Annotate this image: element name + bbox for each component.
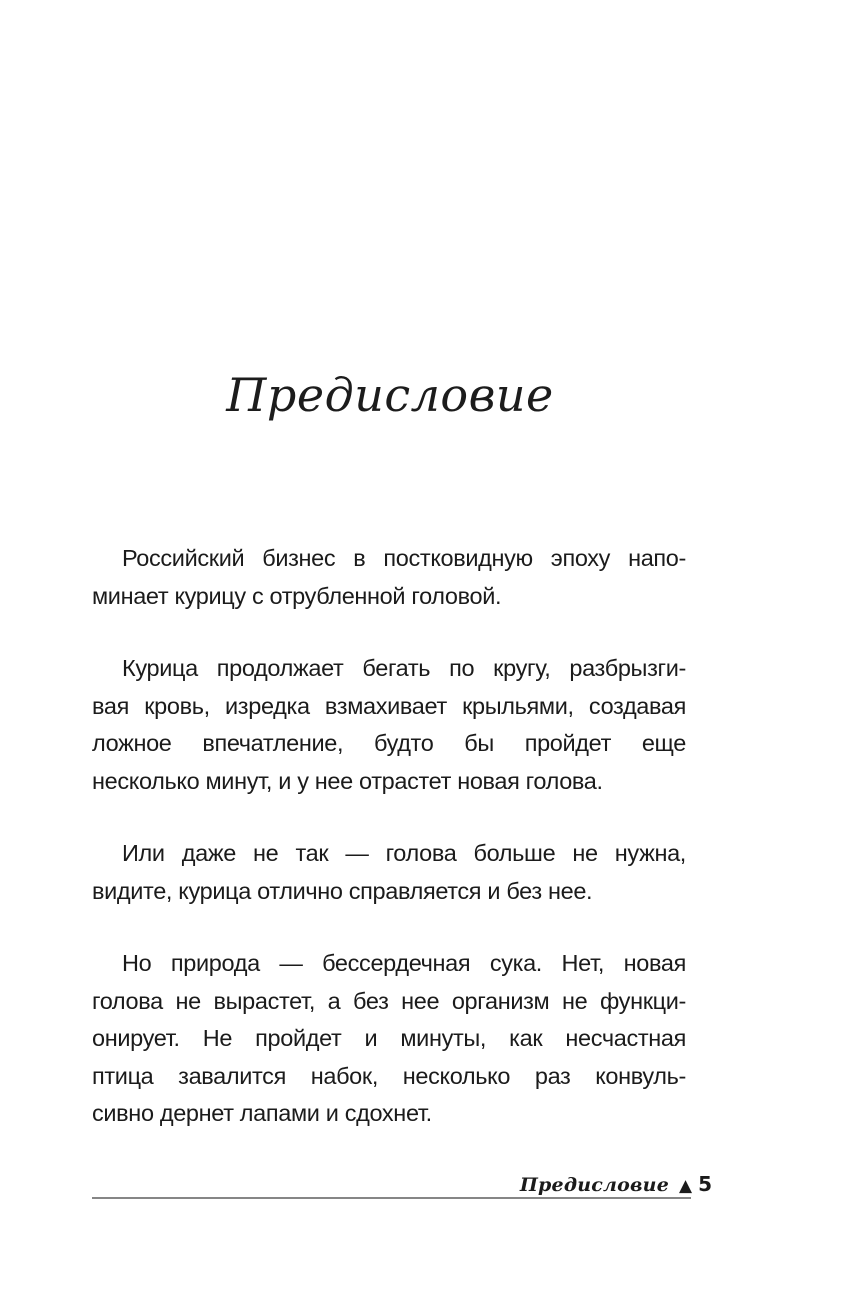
body-line: голова не вырастет, а без нее организм не функци-	[92, 987, 686, 1014]
paragraph	[92, 945, 686, 1133]
triangle-icon: ▲	[679, 1176, 693, 1196]
body-line: сивно дернет лапами и сдохнет.	[92, 1100, 432, 1126]
chapter-title: Предисловие	[226, 368, 554, 422]
body-line: вая кровь, изредка взмахивает крыльями, создавая	[92, 692, 686, 719]
page-number: 5	[698, 1172, 712, 1196]
body-line: Или даже не так — голова больше не нужна,	[122, 840, 686, 866]
body-line: видите, курица отлично справляется и без нее.	[92, 877, 593, 904]
body-line: онирует. Не пройдет и минуты, как несчастная	[92, 1025, 686, 1051]
body-text	[92, 540, 686, 1133]
footer-rule	[92, 1197, 691, 1199]
body-line: Курица продолжает бегать по кругу, разбрызги-	[122, 655, 686, 681]
body-line: Российский бизнес в постковидную эпоху напо-	[122, 545, 686, 571]
footer-running-head	[92, 1172, 712, 1196]
body-line: птица завалится набок, несколько раз конвуль-	[92, 1062, 686, 1089]
paragraph	[92, 835, 686, 910]
paragraph	[92, 650, 686, 800]
body-line: Но природа — бессердечная сука. Нет, новая	[122, 950, 686, 976]
body-line: ложное впечатление, будто бы пройдет еще	[92, 730, 686, 756]
paragraph	[92, 540, 686, 615]
body-line: несколько минут, и у нее отрастет новая голова.	[92, 767, 603, 794]
footer-section-label: Предисловие	[519, 1174, 669, 1196]
body-line: минает курицу с отрубленной головой.	[92, 582, 502, 609]
